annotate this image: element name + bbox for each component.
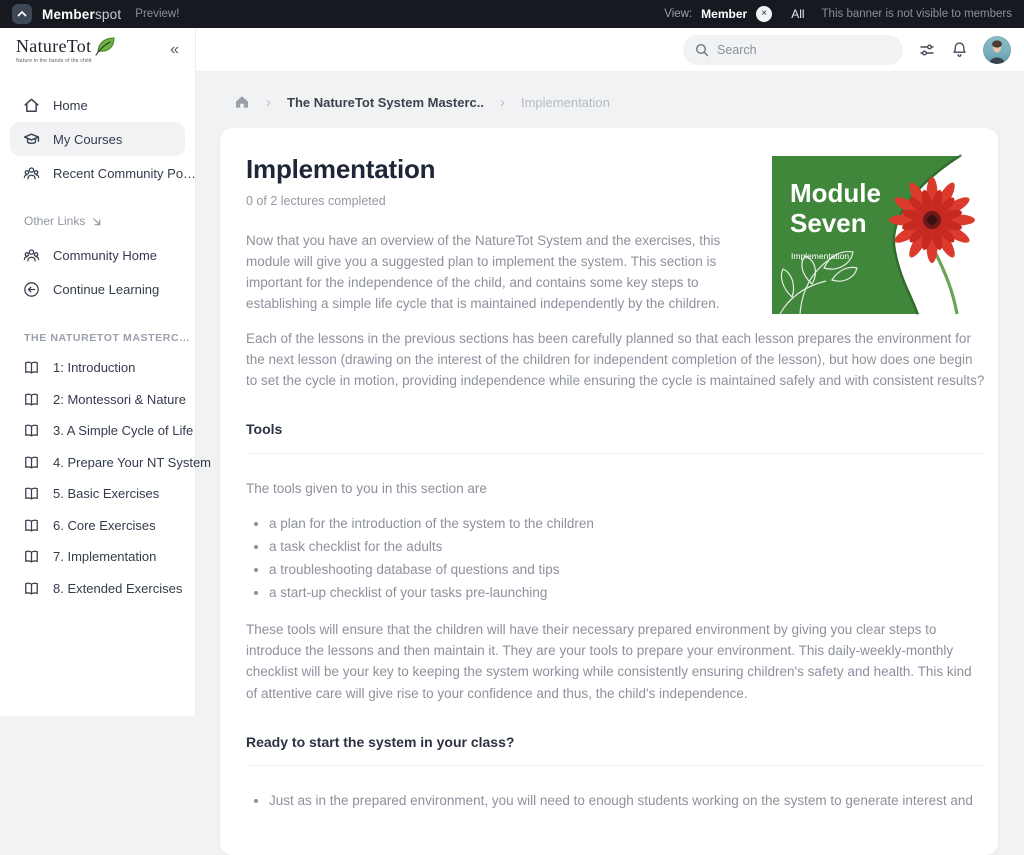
sidebar-course-chapter[interactable] (10, 541, 185, 573)
lecture-progress: 0 of 2 lectures completed (246, 194, 386, 208)
main-content (196, 72, 1024, 855)
chevron-right-icon: › (499, 93, 505, 111)
brand-rest: spot (94, 6, 122, 22)
sidebar (0, 28, 212, 716)
chevron-right-icon: › (266, 93, 271, 111)
book-icon (23, 485, 40, 502)
sidebar-course-chapter[interactable] (10, 415, 194, 447)
breadcrumb-course-link[interactable]: The NatureTot System Masterc.. (287, 94, 484, 110)
sidebar-item-label: Continue Learning (53, 281, 160, 297)
community-icon (23, 165, 40, 182)
ready-list (246, 790, 985, 811)
user-avatar[interactable] (983, 36, 1011, 64)
close-icon: × (761, 8, 768, 19)
clear-view-button[interactable] (756, 6, 772, 22)
module-seven-image[interactable] (772, 156, 974, 314)
tools-outro: These tools will ensure that the children will have their necessary prepared environment by giving you clear steps to introduce the lessons and then maintain it. They are your tools to prepare your environment. This daily-weekly-monthly checklist will be your key to keeping the system working while consistently ensuring children's safety and health. This kind of attentive care will give rise to your confidence and thus, the child's independence. (246, 622, 972, 701)
module-title-line1: Module (790, 178, 881, 208)
memberspot-logo-icon[interactable] (12, 4, 32, 24)
view-all-option[interactable]: All (791, 7, 805, 21)
top-header (196, 28, 1024, 72)
chapter-label: 4. Prepare Your NT System (53, 454, 212, 470)
view-label: View: (664, 8, 693, 20)
book-icon (23, 517, 40, 534)
sidebar-course-chapter[interactable] (10, 384, 185, 416)
preview-label: Preview! (135, 8, 180, 20)
chevron-up-icon (16, 8, 28, 20)
tools-list (246, 513, 985, 603)
tools-heading: Tools (246, 421, 283, 438)
admin-preview-banner (0, 0, 1024, 28)
sidebar-course-chapter[interactable] (10, 478, 185, 510)
sidebar-item-label: Community Home (53, 247, 158, 263)
lesson-card (220, 128, 998, 855)
chapter-label: 3. A Simple Cycle of Life (53, 423, 194, 439)
search-input[interactable] (717, 43, 891, 57)
leaf-icon (94, 36, 116, 56)
arrow-left-circle-icon (23, 281, 40, 298)
page-title: Implementation (246, 154, 436, 184)
lesson-body (246, 230, 985, 811)
chapter-label: 7. Implementation (53, 549, 157, 565)
notifications-button[interactable] (951, 41, 968, 59)
sidebar-item-continue-learning[interactable] (10, 272, 185, 306)
paragraph: Each of the lessons in the previous sections has been carefully planned so that each lesson prepares the environment for the next lesson (drawing on the interest of the children for independent completion of the lesson), but how does one begin to set the cycle in motion, providing independence while ensuring the cycle is maintained safely and with consistent results? (246, 331, 985, 389)
sidebar-course-chapter[interactable] (10, 352, 185, 384)
home-icon (23, 97, 40, 114)
bell-icon (951, 41, 968, 59)
sidebar-item-label: Recent Community Po… (53, 165, 197, 181)
module-title-line2: Seven (790, 208, 867, 238)
breadcrumb (196, 72, 1024, 110)
home-icon[interactable] (234, 94, 250, 110)
tools-intro: The tools given to you in this section are (246, 481, 487, 497)
logo-name: NatureTot (16, 36, 92, 56)
divider (246, 453, 985, 454)
chapter-label: 1: Introduction (53, 360, 136, 376)
view-mode-value[interactable]: Member (701, 7, 748, 21)
collapse-sidebar-button[interactable]: « (170, 41, 179, 58)
sidebar-course-chapter[interactable] (10, 447, 212, 479)
book-icon (23, 391, 40, 408)
sidebar-item-home[interactable] (10, 88, 185, 122)
brand-bold: Member (42, 6, 95, 22)
other-links-text: Other Links (24, 214, 86, 228)
chapter-label: 6. Core Exercises (53, 517, 156, 533)
tools-list-item: • a plan for the introduction of the system to the children (269, 513, 985, 534)
arrow-down-right-icon (91, 216, 102, 227)
memberspot-brand (42, 7, 121, 22)
book-icon (23, 454, 40, 471)
sidebar-item-label: My Courses (53, 131, 123, 147)
logo-tagline: Nature in the hands of the child (16, 58, 92, 64)
divider (246, 765, 985, 766)
graduation-cap-icon (23, 131, 40, 148)
community-icon (23, 247, 40, 264)
sidebar-course-chapter[interactable] (10, 573, 185, 605)
ready-heading: Ready to start the system in your class? (246, 733, 515, 750)
module-subtitle: Implementation (791, 251, 850, 261)
naturetot-logo[interactable] (0, 28, 195, 72)
book-icon (23, 548, 40, 565)
paragraph: Now that you have an overview of the NatureTot System and the exercises, this module will give you a suggested plan to implement the system. This section is important for the independence of the child, and contains some key steps to establishing a simple life cycle that is maintained independently by the children. (246, 233, 721, 312)
book-icon (23, 580, 40, 597)
book-icon (23, 359, 40, 376)
search-icon (695, 43, 709, 57)
sidebar-course-chapter[interactable] (10, 510, 185, 542)
course-section-label: THE NATURETOT MASTERC… (24, 332, 191, 344)
tools-list-item: • a start-up checklist of your tasks pre-launching (269, 582, 985, 603)
sidebar-item-recent-community-posts[interactable] (10, 156, 197, 190)
sidebar-nav (0, 72, 212, 604)
tools-list-item: • a task checklist for the adults (269, 536, 985, 557)
chapter-label: 8. Extended Exercises (53, 580, 183, 596)
book-icon (23, 422, 40, 439)
banner-note: This banner is not visible to members (821, 8, 1012, 20)
search-bar[interactable] (683, 35, 903, 65)
sliders-icon (918, 41, 936, 59)
course-chapter-list (0, 352, 212, 604)
chapter-label: 5. Basic Exercises (53, 486, 160, 502)
other-links-label (24, 214, 195, 228)
breadcrumb-current-page: Implementation (520, 94, 610, 110)
sidebar-item-community-home[interactable] (10, 238, 185, 272)
ready-list-item: • Just as in the prepared environment, you will need to enough students working on the system to generate interest and (269, 790, 985, 811)
tools-list-item: • a troubleshooting database of questions and tips (269, 559, 985, 580)
chapter-label: 2: Montessori & Nature (53, 391, 186, 407)
filter-settings-button[interactable] (918, 41, 936, 59)
sidebar-item-label: Home (53, 97, 88, 113)
sidebar-item-my-courses[interactable] (10, 122, 185, 156)
